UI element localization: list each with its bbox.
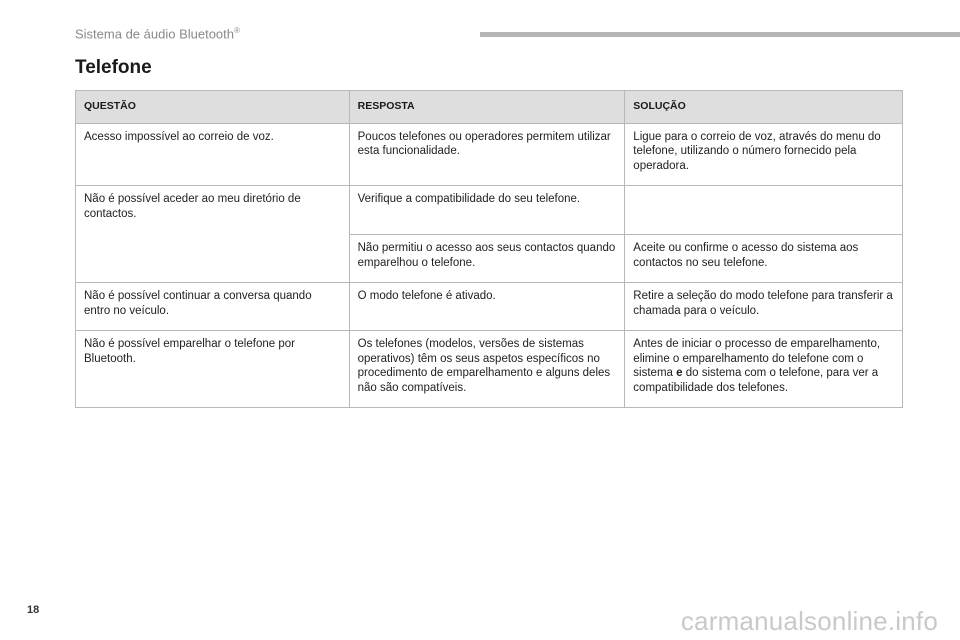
question-cell: Não é possível continuar a conversa quando entro no veículo.: [76, 283, 350, 331]
solution-cell: Ligue para o correio de voz, através do menu do telefone, utilizando o número fornecido pela operadora.: [625, 123, 903, 186]
trademark-symbol: ®: [234, 26, 240, 35]
answer-cell: O modo telefone é ativado.: [349, 283, 625, 331]
column-header-answer: RESPOSTA: [349, 91, 625, 124]
question-cell: Não é possível aceder ao meu diretório de contactos.: [76, 186, 350, 283]
solution-text-start: Antes de iniciar o processo de emparelhamento, elimine o emparelhamento do telefone com o sistema: [633, 338, 881, 379]
section-title: Sistema de áudio Bluetooth®: [75, 26, 240, 42]
page-number: 18: [27, 604, 40, 616]
column-header-question: QUESTÃO: [76, 91, 350, 124]
solution-text-end: do sistema com o telefone, para ver a compatibilidade dos telefones.: [633, 367, 879, 394]
site-watermark: carmanualsonline.info: [680, 606, 938, 636]
solution-cell: Retire a seleção do modo telefone para transferir a chamada para o veículo.: [625, 283, 903, 331]
question-cell: Não é possível emparelhar o telefone por Bluetooth.: [76, 331, 350, 408]
table-row: [76, 283, 903, 331]
table-row: [76, 123, 903, 186]
answer-cell: Não permitiu o acesso aos seus contactos quando emparelhou o telefone.: [349, 235, 625, 283]
table-row: [76, 331, 903, 408]
solution-cell: [625, 186, 903, 235]
answer-cell: Verifique a compatibilidade do seu telefone.: [349, 186, 625, 235]
table-row: [76, 186, 903, 235]
solution-cell: Aceite ou confirme o acesso do sistema aos contactos no seu telefone.: [625, 235, 903, 283]
question-cell: Acesso impossível ao correio de voz.: [76, 123, 350, 186]
solution-cell: [625, 331, 903, 408]
page-title: Telefone: [75, 57, 152, 78]
answer-cell: Poucos telefones ou operadores permitem utilizar esta funcionalidade.: [349, 123, 625, 186]
column-header-solution: SOLUÇÃO: [625, 91, 903, 124]
solution-text-emphasis: e: [676, 367, 683, 379]
header-divider: [480, 32, 960, 37]
table-header-row: [76, 91, 903, 124]
answer-cell: Os telefones (modelos, versões de sistemas operativos) têm os seus aspetos específicos no procedimento de emparelhamento e alguns deles não são compatíveis.: [349, 331, 625, 408]
troubleshooting-table: [75, 90, 903, 408]
